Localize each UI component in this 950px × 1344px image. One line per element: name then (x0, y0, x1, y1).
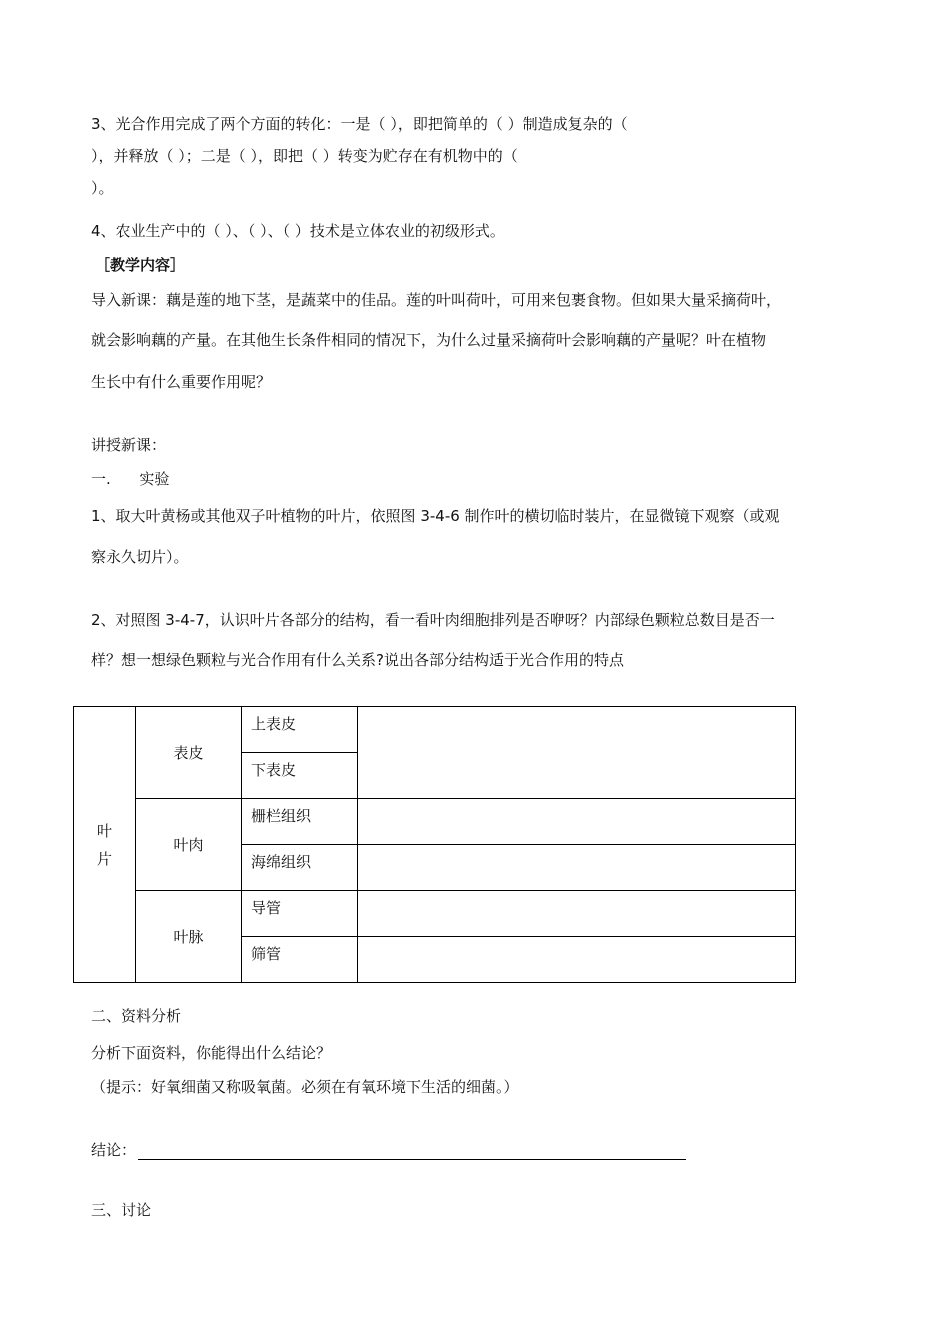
leaf-structure-table (73, 706, 796, 983)
question-3-line-1: 3、光合作用完成了两个方面的转化：一是（ ），即把简单的（ ）制造成复杂的（ (91, 115, 628, 133)
question-3-line-3: ）。 (91, 179, 114, 197)
conclusion-label: 结论： (91, 1141, 137, 1159)
section-2-title: 二、资料分析 (91, 1007, 182, 1025)
intro-line-3: 生长中有什么重要作用呢？ (91, 373, 272, 391)
leaf-label-char-2: 片 (96, 849, 112, 868)
leaf-label-cell (74, 707, 136, 983)
teaching-content-heading: ［教学内容］ (95, 256, 186, 274)
conclusion-answer-line[interactable] (138, 1143, 686, 1160)
section-1-title: 一. 实验 (91, 470, 170, 488)
vessel-answer-cell[interactable] (358, 891, 796, 937)
epidermis-answer-cell[interactable] (358, 707, 796, 799)
part-upper-epidermis: 上表皮 (242, 707, 358, 753)
conclusion-row (91, 1140, 686, 1160)
palisade-answer-cell[interactable] (358, 799, 796, 845)
spongy-answer-cell[interactable] (358, 845, 796, 891)
step-1-line-1: 1、取大叶黄杨或其他双子叶植物的叶片，依照图 3-4-6 制作叶的横切临时装片，在显微镜下观察（或观 (91, 507, 780, 525)
sieve-tube-answer-cell[interactable] (358, 937, 796, 983)
intro-line-2: 就会影响藕的产量。在其他生长条件相同的情况下，为什么过量采摘荷叶会影响藕的产量呢？叶在植物 (91, 331, 767, 349)
group-epidermis: 表皮 (136, 707, 242, 799)
part-palisade-tissue: 栅栏组织 (242, 799, 358, 845)
part-sieve-tube: 筛管 (242, 937, 358, 983)
question-3-line-2: ），并释放（ ）；二是（ ），即把（ ）转变为贮存在有机物中的（ (91, 147, 518, 165)
analysis-hint: （提示：好氧细菌又称吸氧菌。必须在有氧环境下生活的细菌。） (91, 1078, 519, 1096)
analysis-question: 分析下面资料，你能得出什么结论？ (91, 1044, 332, 1062)
group-mesophyll: 叶肉 (136, 799, 242, 891)
step-2-line-2: 样？想一想绿色颗粒与光合作用有什么关系?说出各部分结构适于光合作用的特点 (91, 651, 624, 669)
step-1-line-2: 察永久切片）。 (91, 548, 189, 566)
section-3-title: 三、讨论 (91, 1201, 152, 1219)
leaf-label-char-1: 叶 (96, 821, 112, 840)
part-spongy-tissue: 海绵组织 (242, 845, 358, 891)
new-lesson-label: 讲授新课： (91, 436, 167, 454)
question-4: 4、农业生产中的（ ）、（ ）、（ ）技术是立体农业的初级形式。 (91, 222, 505, 240)
step-2-line-1: 2、对照图 3-4-7，认识叶片各部分的结构，看一看叶肉细胞排列是否咿呀？内部绿色颗粒总数目是否一 (91, 611, 775, 629)
part-lower-epidermis: 下表皮 (242, 753, 358, 799)
part-vessel: 导管 (242, 891, 358, 937)
intro-line-1: 导入新课：藕是莲的地下茎，是蔬菜中的佳品。莲的叶叫荷叶，可用来包裹食物。但如果大量采摘荷叶， (91, 291, 782, 309)
group-vein: 叶脉 (136, 891, 242, 983)
